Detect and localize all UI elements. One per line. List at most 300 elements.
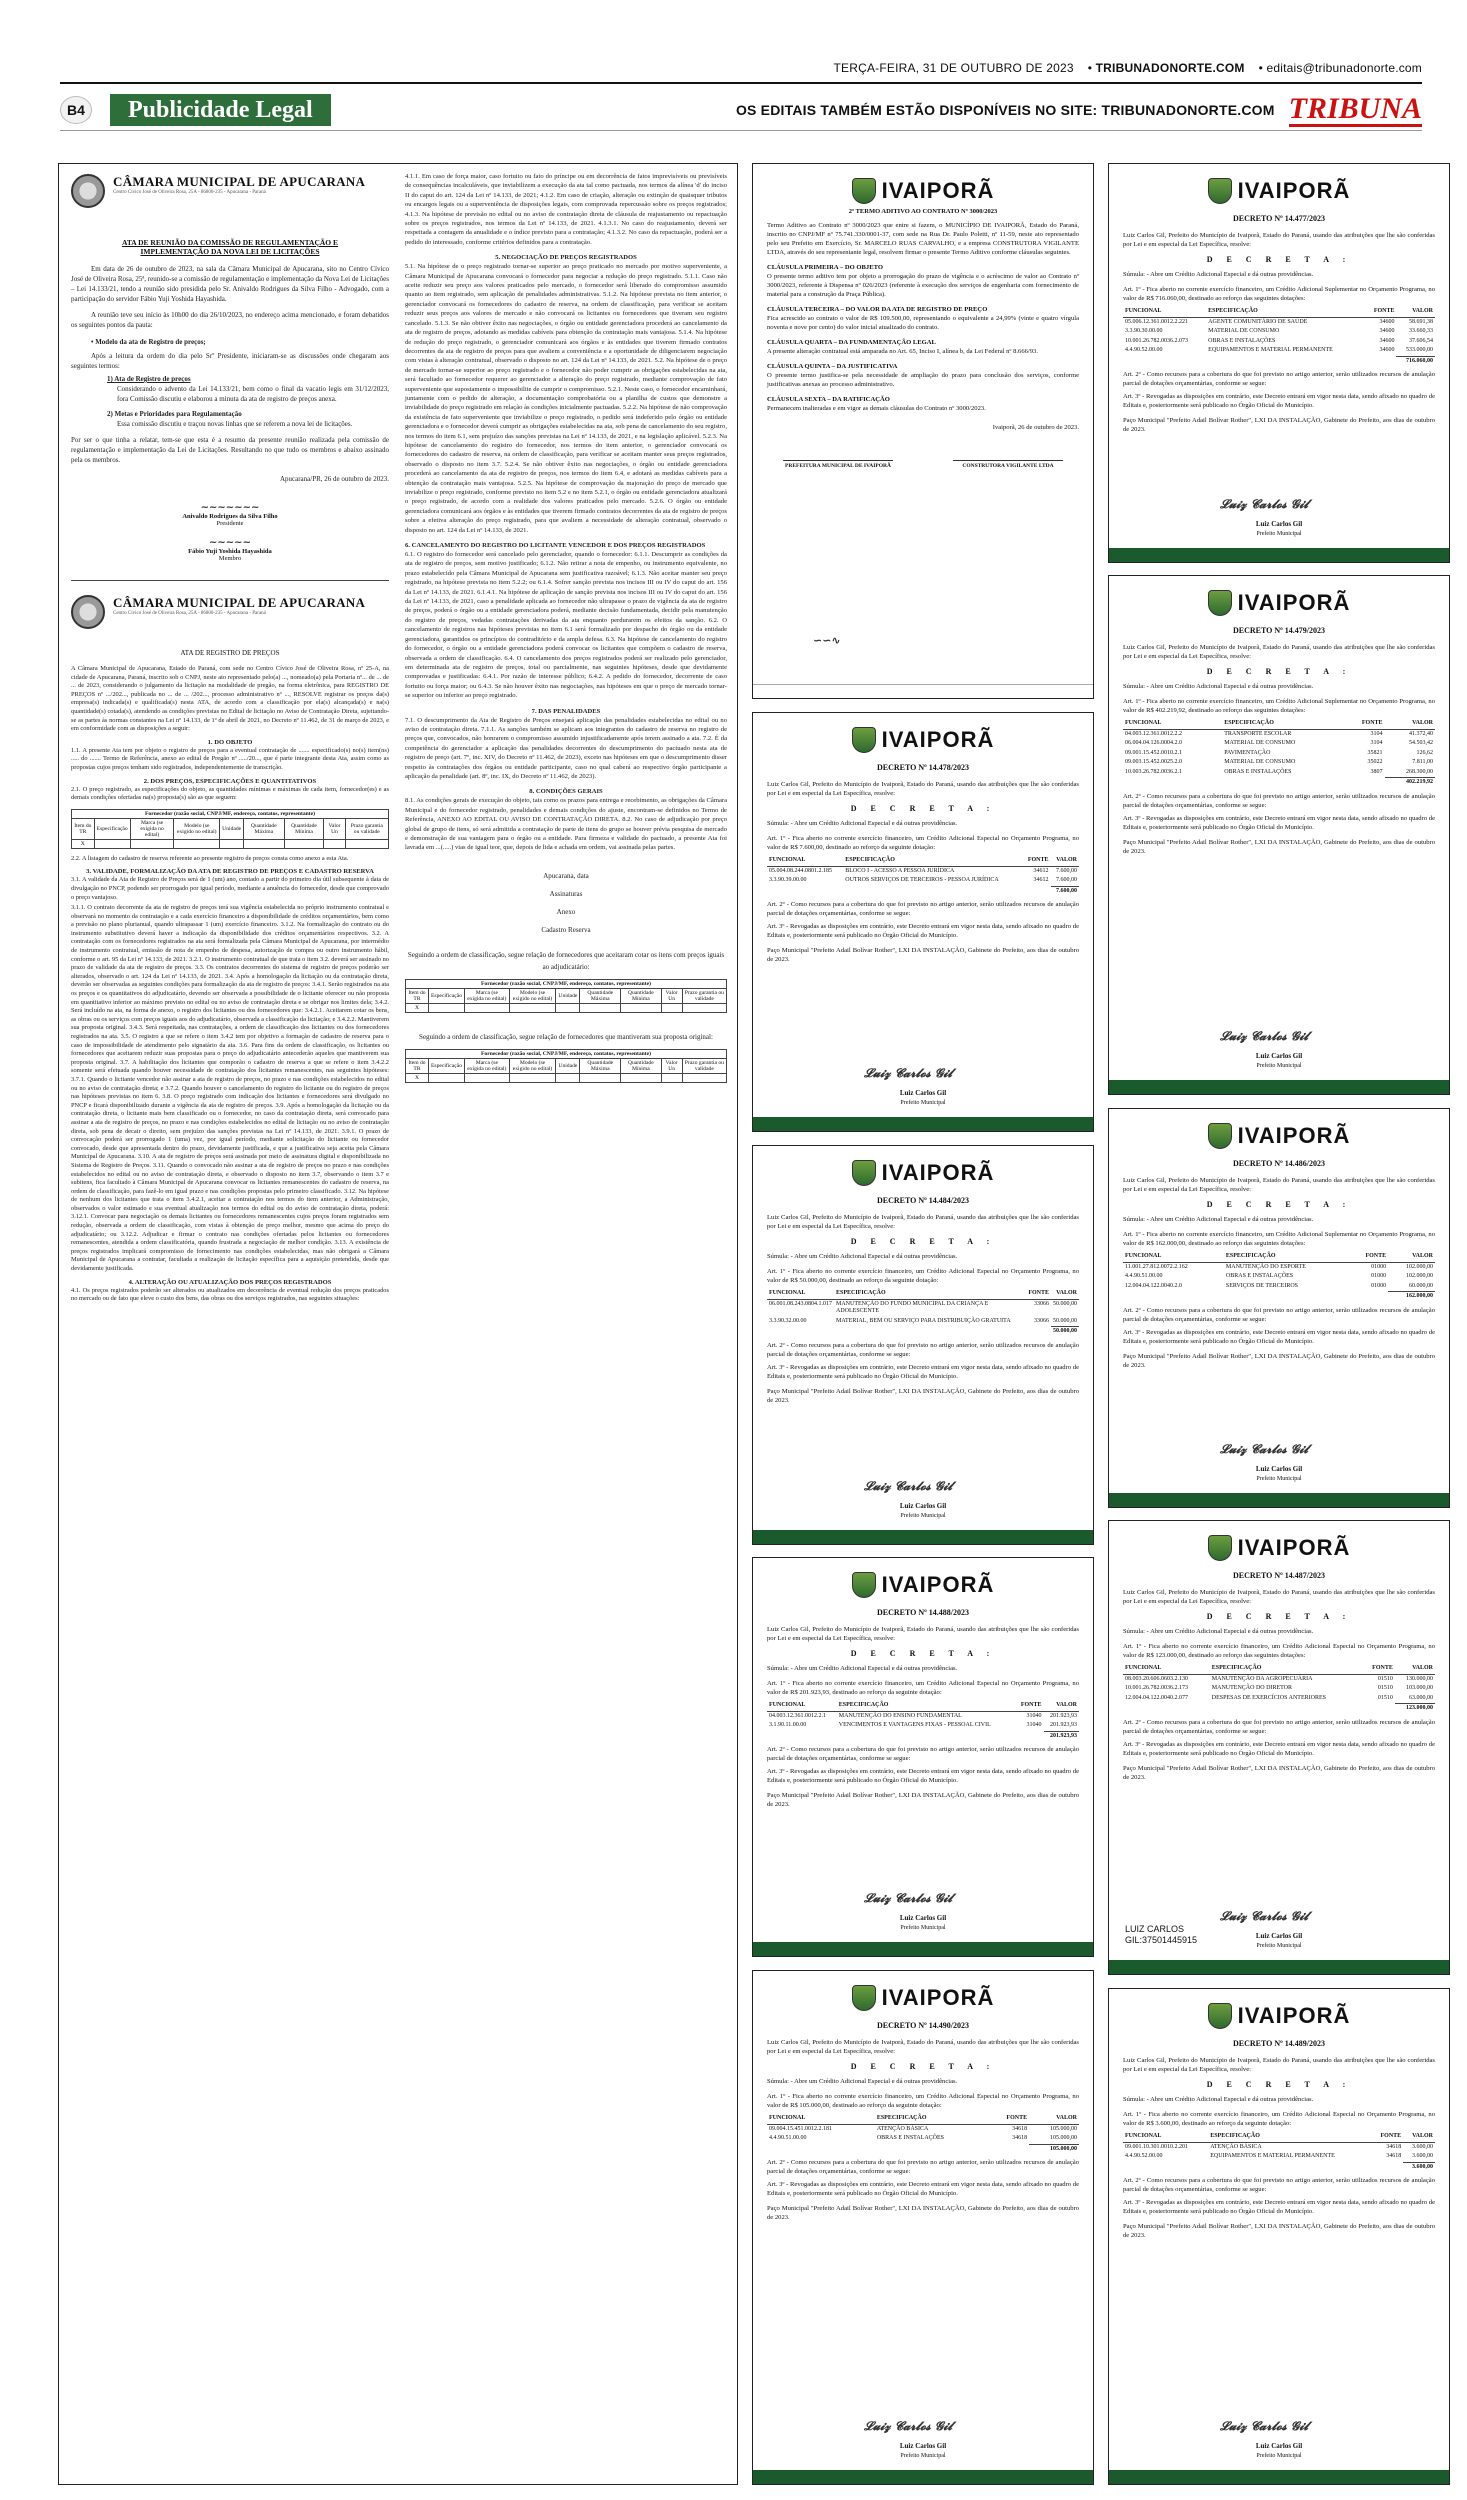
signatory-role: Prefeito Municipal — [900, 2453, 946, 2459]
decreta-label: D E C R E T A : — [1206, 1612, 1352, 1621]
decree-intro: Luiz Carlos Gil, Prefeito do Município de Ivaiporã, Estado do Paraná, usando das atribuições que lhe são conferidas por Lei e em especial da Lei Específica, resolve: — [1123, 2057, 1435, 2073]
decree-title: DECRETO Nº 14.484/2023 — [876, 1196, 970, 1205]
budget-cell: 09.004.15.451.0012.2.181 — [769, 2125, 832, 2132]
budget-cell: 04.003.12.361.0012.2.1 — [769, 1712, 826, 1719]
budget-cell: 34612 — [1033, 877, 1049, 883]
budget-col-header: FUNCIONAL — [767, 2114, 875, 2124]
budget-total: 123.000,00 — [1395, 1704, 1435, 1714]
budget-cell — [767, 1731, 1044, 1741]
budget-cell: 08.003.20.606.0603.2.130 — [1125, 1675, 1188, 1682]
signatory-name: Luiz Carlos Gil — [1255, 1932, 1303, 1940]
decree-paco: Paço Municipal "Prefeito Adail Bolívar Rother", LXI DA INSTALAÇÃO, Gabinete do Prefeito, aos dias de outubro de 2023. — [767, 1792, 1079, 1808]
ivaipora-logo: IVAIPORÃ — [753, 178, 1093, 204]
budget-cell: OUTROS SERVIÇOS DE TERCEIROS - PESSOA JURÍDICA — [845, 877, 999, 883]
budget-cell: ATENÇÃO BÁSICA — [1210, 2143, 1262, 2150]
ivaipora-logo — [1109, 590, 1449, 616]
budget-cell: 268.300,00 — [1406, 768, 1433, 775]
ivaipora-crest-icon — [1208, 590, 1232, 616]
ivaipora-logo — [1109, 1535, 1449, 1561]
budget-total: 105.000,00 — [1029, 2144, 1079, 2154]
budget-col-header: ESPECIFICAÇÃO — [1208, 2132, 1372, 2142]
subitem-1: 1) Ata de Registro de preços — [107, 375, 191, 383]
budget-row — [767, 876, 1079, 886]
budget-col-header: VALOR — [1403, 2132, 1435, 2142]
budget-cell: 7.600,00 — [1056, 867, 1077, 874]
budget-cell: OBRAS E INSTALAÇÕES — [876, 2135, 945, 2141]
decree-paco: Paço Municipal "Prefeito Adail Bolívar Rother", LXI DA INSTALAÇÃO, Gabinete do Prefeito, aos dias de outubro de 2023. — [767, 947, 1079, 963]
budget-table — [767, 1289, 1079, 1337]
aditivo-clause-4-text: A presente alteração contratual está amparada no Art. 65, Inciso I, alínea b, da Lei Federal nº 8.666/93. — [767, 348, 1039, 355]
aditivo-clause-5-text: O presente termo justifica-se pela necessidade de ampliação do prazo para conclusão dos serviços, conforme justificativas anexas ao processo administrativo. — [767, 372, 1079, 388]
decree-art-3: Art. 3º - Revogadas as disposições em contrário, este Decreto entrará em vigor nesta data, sendo afixado no quadro de Editais e, posteriormente será publicado no Órgão Oficial do Município. — [1123, 1740, 1435, 1757]
decree-art-1: Art. 1º - Fica aberto no corrente exercício financeiro, um Crédito Adicional Suplementar no Orçamento Programa, no valor de R$ 162.000,00, destinado ao reforço das seguintes dotações: — [1123, 1231, 1435, 1247]
budget-table — [1123, 2132, 1435, 2172]
ivaipora-wordmark: IVAIPORÃ — [881, 1985, 995, 2010]
handwritten-signature: 𝓛𝓾𝓲𝔃 𝓒𝓪𝓻𝓵𝓸𝓼 𝓖𝓲𝓵 — [1220, 2419, 1309, 2433]
aditivo-clause-1: CLÁUSULA PRIMEIRA – DO OBJETO — [767, 264, 884, 271]
budget-table — [767, 856, 1079, 896]
notice-text: OS EDITAIS TAMBÉM ESTÃO DISPONÍVEIS NO SITE: TRIBUNADONORTE.COM — [735, 102, 1275, 118]
budget-cell: TRANSPORTE ESCOLAR — [1224, 730, 1292, 737]
decree-intro: Luiz Carlos Gil, Prefeito do Município de Ivaiporã, Estado do Paraná, usando das atribuições que lhe são conferidas por Lei e em especial da Lei Específica, resolve: — [1123, 1177, 1435, 1193]
signatory-name: Luiz Carlos Gil — [899, 1914, 947, 1922]
section-3-1: 3.1. A validade da Ata de Registro de Preços será de 1 (um) ano, contado a partir do primeiro dia útil subsequente à data de divulgação no PNCP, podendo ser prorrogado por igual período, mediante a anuência do fornecedor, desde que comprovado o preço vantajoso. — [71, 876, 389, 901]
footer-strip — [753, 2470, 1093, 2484]
budget-row — [767, 866, 1079, 876]
budget-row — [1123, 749, 1435, 759]
aditivo-clause-6-text: Permanecem inalteradas e em vigor as demais cláusulas do Contrato nº 3000/2023. — [767, 405, 986, 412]
budget-col-header: FONTE — [1026, 1289, 1051, 1299]
decree-title: DECRETO Nº 14.477/2023 — [1232, 214, 1326, 223]
budget-total-row — [767, 2144, 1079, 2154]
budget-cell: 533.000,00 — [1406, 347, 1433, 353]
budget-total-row — [1123, 778, 1435, 788]
budget-cell: 35821 — [1367, 749, 1383, 756]
budget-cell: 09.001.10.301.0010.2.201 — [1125, 2143, 1188, 2150]
place-date: Apucarana/PR, 26 de outubro de 2023. — [279, 475, 389, 483]
budget-cell: 01000 — [1371, 1282, 1387, 1289]
camara-name: CÂMARA MUNICIPAL DE APUCARANA — [113, 174, 366, 189]
budget-cell: 4.4.90.51.00.00 — [1125, 1273, 1163, 1279]
budget-col-header: ESPECIFICAÇÃO — [1222, 719, 1344, 729]
signatory-name: Luiz Carlos Gil — [899, 2442, 947, 2450]
budget-cell: 126,62 — [1416, 749, 1433, 756]
budget-total: 3.600,00 — [1403, 2162, 1435, 2172]
subitem-2: 2) Metas e Prioridades para Regulamentação — [107, 410, 242, 418]
decree-card — [752, 1145, 1094, 1545]
decree-art-2: Art. 2º - Como recursos para a cobertura do que foi previsto no artigo anterior, serão utilizados recursos de anulação parcial de dotações orçamentárias, conforme se segue: — [1123, 371, 1435, 387]
para-5: Essa comissão discutiu e traçou novas linhas que se referem a nova lei de licitações. — [117, 420, 353, 428]
para-2: A reunião teve seu início às 10h00 do dia 26/10/2023, no endereço acima mencionado, e foram debatidos os seguintes pontos da pauta: — [71, 311, 389, 329]
budget-cell: 05.004.08.244.0801.2.185 — [769, 867, 832, 874]
apucarana-notice — [58, 163, 738, 2485]
header-rule — [60, 82, 1422, 84]
aditivo-clause-3-text: Fica acrescido ao contrato o valor de R$ 109.500,00, representando o equivalente a 24,99% (vinte e quatro vírgula noventa e nove por cento) do valor inicial atualizado do contrato. — [767, 315, 1079, 331]
budget-cell: 201.923,93 — [1050, 1712, 1077, 1719]
budget-col-header: ESPECIFICAÇÃO — [837, 1701, 1015, 1711]
ivaipora-wordmark: IVAIPORÃ — [881, 1572, 995, 1597]
ivaipora-logo — [753, 727, 1093, 753]
budget-col-header: ESPECIFICAÇÃO — [843, 856, 1022, 866]
budget-cell: 01510 — [1377, 1675, 1393, 1682]
decree-paco: Paço Municipal "Prefeito Adail Bolívar Rother", LXI DA INSTALAÇÃO, Gabinete do Prefeito, aos dias de outubro de 2023. — [767, 1387, 1079, 1404]
budget-cell — [1123, 2162, 1403, 2172]
budget-col-header: VALOR — [1395, 1664, 1435, 1674]
budget-cell: 3807 — [1370, 768, 1383, 775]
ivaipora-wordmark: IVAIPORÃ — [1237, 2003, 1351, 2028]
signatory-name: Luiz Carlos Gil — [899, 1502, 947, 1510]
budget-cell — [1123, 1704, 1395, 1714]
budget-cell: 3104 — [1370, 740, 1383, 746]
handwritten-signature: 𝓛𝓾𝓲𝔃 𝓒𝓪𝓻𝓵𝓸𝓼 𝓖𝓲𝓵 — [864, 1479, 953, 1493]
budget-cell: 10.001.26.782.0036.2.073 — [1125, 337, 1188, 344]
budget-total: 716.060,00 — [1396, 356, 1435, 366]
decree-title: DECRETO Nº 14.486/2023 — [1232, 1159, 1326, 1168]
signatory-role: Prefeito Municipal — [1256, 2453, 1302, 2459]
aditivo-handwritten-signature: ∽∽∿ — [813, 634, 841, 647]
ivaipora-crest-icon — [852, 178, 876, 204]
section-6: 6. CANCELAMENTO DO REGISTRO DO LICITANTE VENCEDOR E DOS PREÇOS REGISTRADOS — [405, 542, 706, 550]
budget-cell: 50.000,00 — [1053, 1300, 1077, 1307]
decree-art-2: Art. 2º - Como recursos para a cobertura do que foi previsto no artigo anterior, serão utilizados recursos de anulação parcial de dotações orçamentárias, conforme se segue: — [767, 1746, 1079, 1762]
decree-art-1: Art. 1º - Fica aberto no corrente exercício financeiro, um Crédito Adicional Suplementar no Orçamento Programa, no valor de R$ 402.219,92, destinado ao reforço das seguintes dotações: — [1123, 698, 1435, 714]
section-4-body: 4.1.1. Em caso de força maior, caso fortuito ou fato do príncipe ou em decorrência de fatos imprevisíveis ou previsíveis de consequências incalculáveis, que inviabilizem a execução da ata tal como pactuada, nos termos da alínea 'd' do inciso II do caput do art. 124 da Lei nº 14.133, de 2021; 4.1.2. Em caso de criação, alteração ou extinção de quaisquer tributos ou encargos legais ou a superveniência de disposições legais, com comprovada repercussão sobre os preços registrados; 4.1.3. Na hipótese de previsão no edital ou no aviso de contratação direta de cláusula de reajustamento ou repactuação sobre os preços registrados, nos termos da Lei nº 14.133, de 2021. 4.1.3.1. No caso do reajustamento, deverá ser respeitada a contagem da anualidade e o índice previsto para a contratação; 4.1.3.2. No caso da repactuação, poderá ser a pedido do interessado, conforme critérios definidos para a contratação. — [405, 173, 727, 246]
budget-col-header: FUNCIONAL — [1123, 307, 1206, 317]
email-link[interactable]: • editais@tribunadonorte.com — [1258, 61, 1422, 75]
section-7: 7. DAS PENALIDADES — [531, 707, 601, 715]
budget-total-row — [1123, 1704, 1435, 1714]
budget-cell: 50.000,00 — [1053, 1317, 1077, 1324]
budget-col-header: ESPECIFICAÇÃO — [1224, 1252, 1351, 1262]
budget-cell: DESPESAS DE EXERCÍCIOS ANTERIORES — [1211, 1694, 1326, 1701]
decree-art-3: Art. 3º - Revogadas as disposições em contrário, este Decreto entrará em vigor nesta data, sendo afixado no quadro de Editais e, posteriormente será publicado no Órgão Oficial do Município. — [1123, 814, 1435, 831]
signatory-role: Prefeito Municipal — [1256, 1943, 1302, 1949]
decree-art-1: Art. 1º - Fica aberto no corrente exercício financeiro, um Crédito Adicional Especial no Orçamento Programa, no valor de R$ 123.000,00, destinado ao reforço das seguintes dotações: — [1123, 1643, 1435, 1659]
ivaipora-crest-icon — [852, 727, 876, 753]
decree-card — [1108, 163, 1450, 563]
budget-cell: 54.503,42 — [1409, 740, 1433, 746]
budget-total: 201.923,93 — [1044, 1731, 1080, 1741]
budget-cell: MANUTENÇÃO DO FUNDO MUNICIPAL DA CRIANÇA E ADOLESCENTE — [836, 1300, 989, 1314]
budget-cell: 7.811,00 — [1412, 759, 1433, 765]
page-number: B4 — [60, 96, 92, 124]
budget-cell: 103.000,00 — [1406, 1685, 1433, 1691]
signatory-role: Prefeito Municipal — [900, 1100, 946, 1106]
decreta-label: D E C R E T A : — [1206, 667, 1352, 676]
budget-cell: 33066 — [1034, 1300, 1049, 1307]
budget-cell: 34600 — [1379, 347, 1395, 353]
budget-cell: BLOCO I - ACESSO A PESSOA JURÍDICA — [845, 867, 955, 874]
section-1: 1. DO OBJETO — [207, 738, 253, 746]
aditivo-title: 2º TERMO ADITIVO AO CONTRATO Nº 3000/2023 — [848, 208, 998, 215]
budget-cell: 31040 — [1026, 1712, 1042, 1719]
budget-cell: 3.600,00 — [1412, 2143, 1433, 2150]
budget-cell: 10.003.26.782.0036.2.1 — [1125, 768, 1182, 775]
budget-cell: 102.000,00 — [1406, 1273, 1433, 1279]
decree-intro: Luiz Carlos Gil, Prefeito do Município de Ivaiporã, Estado do Paraná, usando das atribuições que lhe são conferidas por Lei e em especial da Lei Específica, resolve: — [767, 781, 1079, 797]
decree-title: DECRETO Nº 14.478/2023 — [876, 763, 970, 772]
budget-cell: 201.923,93 — [1050, 1722, 1077, 1728]
budget-cell: 34618 — [1012, 2125, 1028, 2132]
decree-sumula: Súmula: - Abre um Crédito Adicional Especial e dá outras providências. — [1123, 683, 1314, 690]
budget-row — [1123, 1684, 1435, 1694]
budget-col-header: VALOR — [1385, 719, 1435, 729]
decree-sumula: Súmula: - Abre um Crédito Adicional Especial e dá outras providências. — [1123, 2096, 1314, 2103]
aditivo-clause-4: CLÁUSULA QUARTA – DA FUNDAMENTAÇÃO LEGAL — [767, 339, 936, 346]
budget-cell: 4.4.90.52.00.00 — [1125, 2153, 1163, 2159]
budget-cell: 3.3.90.32.00.00 — [769, 1317, 807, 1324]
decreta-label: D E C R E T A : — [850, 2062, 996, 2071]
decree-card — [752, 1970, 1094, 2485]
decree-art-3: Art. 3º - Revogadas as disposições em contrário, este Decreto entrará em vigor nesta data, sendo afixado no quadro de Editais e, posteriormente será publicado no Órgão Oficial do Município. — [767, 1363, 1079, 1380]
budget-col-header: FONTE — [1372, 2132, 1403, 2142]
decree-art-2: Art. 2º - Como recursos para a cobertura do que foi previsto no artigo anterior, serão utilizados recursos de anulação parcial de dotações orçamentárias, conforme se segue: — [767, 2159, 1079, 2175]
para-4: Considerando o advento da Lei 14.133/21, bem como o final da vacatio legis em 31/12/2023, fora Comissão discutiu e elaborou a minuta da ata de registro de preços anexa. — [117, 385, 389, 403]
budget-row — [1123, 758, 1435, 768]
handwritten-signature: 𝓛𝓾𝓲𝔃 𝓒𝓪𝓻𝓵𝓸𝓼 𝓖𝓲𝓵 — [864, 1066, 953, 1080]
ivaipora-crest-icon — [852, 1572, 876, 1598]
budget-cell: MATERIAL, BEM OU SERVIÇO PARA DISTRIBUIÇÃO GRATUITA — [836, 1317, 1011, 1324]
budget-col-header: FONTE — [1351, 1252, 1388, 1262]
section-8: 8. CONDIÇÕES GERAIS — [529, 788, 603, 796]
decree-art-3: Art. 3º - Revogadas as disposições em contrário, este Decreto entrará em vigor nesta data, sendo afixado no quadro de Editais e, posteriormente será publicado no Órgão Oficial do Município. — [1123, 2199, 1435, 2215]
ivaipora-logo — [753, 1572, 1093, 1598]
budget-cell: MATERIAL DE CONSUMO — [1224, 740, 1296, 746]
budget-col-header: FONTE — [989, 2114, 1029, 2124]
budget-row — [767, 1299, 1079, 1317]
budget-row — [1123, 2142, 1435, 2152]
ivaipora-logo — [1109, 178, 1449, 204]
camara-letterhead-1 — [71, 174, 389, 208]
camara-seal-icon — [71, 595, 105, 629]
decree-paco: Paço Municipal "Prefeito Adail Bolívar Rother", LXI DA INSTALAÇÃO, Gabinete do Prefeito, aos dias de outubro de 2023. — [767, 2205, 1079, 2221]
budget-total: 50.000,00 — [1051, 1327, 1079, 1337]
decree-art-2: Art. 2º - Como recursos para a cobertura do que foi previsto no artigo anterior, serão utilizados recursos de anulação parcial de dotações orçamentárias, conforme se segue: — [1123, 792, 1435, 809]
signature-area: Apucarana, data Assinaturas Anexo Cadastro Reserva — [541, 871, 591, 934]
decree-card — [1108, 1108, 1450, 1508]
budget-col-header: FUNCIONAL — [767, 1701, 837, 1711]
price-table: Fornecedor (razão social, CNPJ/MF, endereço, contatos, representante) Item do TR Especificação Marca (se exigida no edital) Modelo (se exigido no edital) Unidade Quantidade Máxima Quantidade Mínima Valor Un Prazo garantia ou validade X — [71, 809, 389, 849]
budget-cell: 31040 — [1026, 1722, 1042, 1728]
section-2-2: 2.2. A listagem do cadastro de reserva referente ao presente registro de preços consta como anexo a esta Ata. — [71, 854, 349, 862]
decree-paco: Paço Municipal "Prefeito Adail Bolívar Rother", LXI DA INSTALAÇÃO, Gabinete do Prefeito, aos dias de outubro de 2023. — [1123, 417, 1435, 433]
budget-cell: EQUIPAMENTOS E MATERIAL PERMANENTE — [1210, 2153, 1335, 2159]
budget-col-header: ESPECIFICAÇÃO — [834, 1289, 1026, 1299]
budget-cell: 58.691,38 — [1409, 318, 1433, 325]
budget-row — [767, 2124, 1079, 2134]
decreta-label: D E C R E T A : — [850, 804, 996, 813]
budget-col-header: FUNCIONAL — [1123, 1252, 1224, 1262]
decree-art-3: Art. 3º - Revogadas as disposições em contrário, este Decreto entrará em vigor nesta data, sendo afixado no quadro de Editais e, posteriormente será publicado no Órgão Oficial do Município. — [767, 1768, 1079, 1784]
aditivo-clause-5: CLÁUSULA QUINTA – DA JUSTIFICATIVA — [767, 363, 898, 370]
aditivo-clause-6: CLÁUSULA SEXTA – DA RATIFICAÇÃO — [767, 396, 890, 403]
budget-cell: 34618 — [1386, 2153, 1402, 2159]
footer-strip — [1109, 1080, 1449, 1094]
budget-total-row — [767, 886, 1079, 896]
budget-row — [767, 1711, 1079, 1721]
budget-row — [1123, 739, 1435, 749]
aditivo-place: Ivaiporã, 26 de outubro de 2023. — [992, 424, 1079, 431]
budget-cell: 34600 — [1379, 337, 1395, 344]
budget-cell: 01510 — [1377, 1685, 1393, 1691]
footer-strip — [753, 1942, 1093, 1956]
budget-col-header: FONTE — [1015, 1701, 1043, 1711]
ivaipora-wordmark: IVAIPORÃ — [881, 1160, 995, 1185]
site-link[interactable]: • TRIBUNADONORTE.COM — [1087, 61, 1245, 75]
budget-col-header: ESPECIFICAÇÃO — [875, 2114, 990, 2124]
ata-intro: A Câmara Municipal de Apucarana, Estado do Paraná, com sede no Centro Cívico José de Oliveira Rosa, nº 25-A, na cidade de Apucarana, Paraná, inscrito sob o CNPJ, neste ato representado pelo(a) ..., nomeado(a) pela Portaria nº... de ... de ... de 2023, considerando o julgamento da licitação na modalidade de pregão, na forma eletrônica, para REGISTRO DE PREÇOS nº .../202..., publicada no ... de ... /202..., processo administrativo nº ..., RESOLVE registrar os preços da(s) empresa(s) indicada(s) e qualificada(s) nesta ATA, de acordo com a classificação por ela(s) alcançada(s) e na(s) quantidade(s) cotada(s), atendendo as condições previstas no Edital de licitação no Aviso de Contratação Direta, sujeitando-se as partes às normas constantes na Lei nº 14.133, de 1º de abril de 2021, no Decreto nº 11.462, de 31 de março de 2023, e em conformidade com as disposições a seguir: — [71, 665, 389, 733]
decree-intro: Luiz Carlos Gil, Prefeito do Município de Ivaiporã, Estado do Paraná, usando das atribuições que lhe são conferidas por Lei e em especial da Lei Específica, resolve: — [1123, 232, 1435, 248]
signatory-name: Luiz Carlos Gil — [1255, 1465, 1303, 1473]
budget-cell: 01510 — [1377, 1694, 1393, 1701]
ivaipora-wordmark: IVAIPORÃ — [881, 727, 995, 752]
budget-col-header: VALOR — [1396, 307, 1435, 317]
decree-card — [1108, 1520, 1450, 1975]
handwritten-signature: 𝓛𝓾𝓲𝔃 𝓒𝓪𝓻𝓵𝓸𝓼 𝓖𝓲𝓵 — [864, 2419, 953, 2433]
budget-row — [1123, 317, 1435, 327]
budget-col-header: ESPECIFICAÇÃO — [1206, 307, 1366, 317]
digital-signature: LUIZ CARLOS GIL:37501445915 — [1125, 1924, 1198, 1945]
budget-cell — [767, 886, 1051, 896]
ivaipora-crest-icon — [852, 1160, 876, 1186]
handwritten-signature: 𝓛𝓾𝓲𝔃 𝓒𝓪𝓻𝓵𝓸𝓼 𝓖𝓲𝓵 — [1220, 497, 1309, 511]
budget-row — [1123, 1674, 1435, 1684]
ivaipora-crest-icon — [1208, 1123, 1232, 1149]
budget-total: 162.000,00 — [1388, 1292, 1435, 1302]
budget-col-header: FUNCIONAL — [767, 1289, 834, 1299]
budget-total-row — [767, 1327, 1079, 1337]
budget-row — [1123, 337, 1435, 347]
ivaipora-wordmark: IVAIPORÃ — [1237, 590, 1351, 615]
budget-cell: 3.600,00 — [1412, 2153, 1433, 2159]
decree-art-1: Art. 1º - Fica aberto no corrente exercício financeiro, um Crédito Adicional Especial no Orçamento Programa, no valor de R$ 105.000,00, destinado ao reforço da seguinte dotação: — [767, 2093, 1079, 2109]
budget-cell: MANUTENÇÃO DA AGROPECUÁRIA — [1211, 1675, 1313, 1682]
budget-cell: 09.003.15.452.0025.2.0 — [1125, 759, 1182, 765]
section-title: Publicidade Legal — [110, 94, 331, 126]
footer-strip — [753, 1117, 1093, 1131]
decree-art-2: Art. 2º - Como recursos para a cobertura do que foi previsto no artigo anterior, serão utilizados recursos de anulação parcial de dotações orçamentárias, conforme se segue: — [1123, 2177, 1435, 2193]
budget-cell: 63.000,00 — [1409, 1694, 1433, 1701]
handwritten-signature: 𝓛𝓾𝓲𝔃 𝓒𝓪𝓻𝓵𝓸𝓼 𝓖𝓲𝓵 — [1220, 1029, 1309, 1043]
decree-paco: Paço Municipal "Prefeito Adail Bolívar Rother", LXI DA INSTALAÇÃO, Gabinete do Prefeito, aos dias de outubro de 2023. — [1123, 2223, 1435, 2239]
decree-card — [752, 1557, 1094, 1957]
section-bar — [60, 91, 1422, 125]
decree-title: DECRETO Nº 14.487/2023 — [1232, 1571, 1326, 1580]
reserve-table-2: Fornecedor (razão social, CNPJ/MF, endereço, contatos, representante) Item do TR Especificação Marca (se exigida no edital) Modelo (se exigido no edital) Unidade Quantidade Máxima Quantidade Mínima Valor Un Prazo garantia ou validade X — [405, 1049, 727, 1083]
decree-card — [752, 712, 1094, 1132]
budget-row — [1123, 2152, 1435, 2162]
budget-table — [1123, 719, 1435, 788]
budget-cell: 06.004.04.126.0004.2.0 — [1125, 740, 1182, 746]
signatory-role: Prefeito Municipal — [1256, 1476, 1302, 1482]
budget-cell: 34600 — [1379, 328, 1395, 334]
budget-row — [1123, 1272, 1435, 1282]
section-5-body: 5.1. Na hipótese de o preço registrado tornar-se superior ao preço praticado no mercado por motivo superveniente, a Câmara Municipal de Apucarana convocará o fornecedor para negociar a redução do preço registrado. 5.1.1. Caso não aceite reduzir seu preço aos valores praticados pelo mercado, o fornecedor será liberado do compromisso assumido quanto ao item registrado, sem aplicação de penalidades administrativas. 5.1.2. Na hipótese prevista no item anterior, o gerenciador convocará os fornecedores do cadastro de reserva, na ordem de classificação, para verificar se aceitam reduzir seus preços aos valores de mercado e não convocará os licitantes ou fornecedores que tiveram seu registro cancelado. 5.1.3. Se não obtiver êxito nas negociações, o órgão ou entidade gerenciadora procederá ao cancelamento da ata de registro de preços, adotando as medidas cabíveis para obtenção da contratação mais vantajosa. 5.1.4. Na hipótese de redução do preço registrado, o gerenciador comunicará aos órgãos e às entidades que tiverem firmado contratos decorrentes da ata de registro de preços para que avaliem a conveniência e a oportunidade de diligenciarem negociação com vistas à alteração contratual, observado o disposto no art. 124 da Lei nº 14.133, de 2021. 5.2. Na hipótese de o preço de mercado tornar-se superior ao preço registrado e o fornecedor não poder cumprir as obrigações estabelecidas na ata, será facultado ao fornecedor requerer ao gerenciador a alteração do preço registrado, mediante comprovação de fato superveniente que supostamente o impossibilite de cumprir o compromisso. 5.2.1. Neste caso, o fornecedor encaminhará, juntamente com o pedido de alteração, a documentação comprobatória ou a planilha de custos que demonstre a inviabilidade do preço registrado em relação às condições inicialmente pactuadas. 5.2.2. Na hipótese de não comprovação da existência de fato superveniente que inviabilize o preço registrado, o pedido será indeferido pelo órgão ou entidade gerenciadora e o fornecedor deverá cumprir as obrigações estabelecidas na ata, sob pena de cancelamento do seu registro, nos termos do item 6.1, sem prejuízo das sanções previstas na Lei nº 14.133, de 2021, e na legislação aplicável. 5.2.3. Na hipótese de cancelamento do registro do fornecedor, nos termos do item anterior, o gerenciador convocará os fornecedores do cadastro de reserva, na ordem de classificação, para verificar se aceitam manter seus preços registrados, observado o disposto no item 3.7. 5.2.4. Se não obtiver êxito nas negociações, o órgão ou entidade gerenciadora procederá ao cancelamento da ata de registro de preços, nos termos do item 6.4, e adotará as medidas cabíveis para a obtenção da contratação mais vantajosa. 5.2.5. Na hipótese de comprovação da majoração do preço de mercado que inviabilize o preço registrado, conforme previsto no item 5.2 e no item 5.2.1, o órgão ou entidade gerenciadora atualizará o preço registrado, de acordo com a realidade dos valores praticados pelo mercado. 5.2.6. O órgão ou entidade gerenciadora comunicará aos órgãos e às entidades que tiverem firmado contratos decorrentes da ata de registro de preços sobre a efetiva alteração do preço registrado, para que avaliem a necessidade de alteração contratual, observado o disposto no art. 124 da Lei nº 14.133, de 2021. — [405, 263, 727, 534]
handwritten-signature: 𝓛𝓾𝓲𝔃 𝓒𝓪𝓻𝓵𝓸𝓼 𝓖𝓲𝓵 — [864, 1891, 953, 1905]
budget-row — [767, 1317, 1079, 1327]
ivaipora-logo — [753, 1160, 1093, 1186]
decree-intro: Luiz Carlos Gil, Prefeito do Município de Ivaiporã, Estado do Paraná, usando das atribuições que lhe são conferidas por Lei e em especial da Lei Específica, resolve: — [767, 1626, 1079, 1642]
footer-strip — [1109, 1960, 1449, 1974]
footer-strip — [1109, 1493, 1449, 1507]
budget-col-header: VALOR — [1051, 856, 1079, 866]
decreta-label: D E C R E T A : — [1206, 1200, 1352, 1209]
budget-cell: OBRAS E INSTALAÇÕES — [1208, 337, 1276, 344]
budget-col-header: FONTE — [1363, 1664, 1395, 1674]
budget-col-header: VALOR — [1029, 2114, 1079, 2124]
budget-cell: 12.004.04.122.0040.2.077 — [1125, 1694, 1188, 1701]
budget-cell — [767, 1327, 1051, 1337]
section-8-body: 8.1. As condições gerais de execução do objeto, tais como os prazos para entrega e recebimento, as obrigações da Câmara Municipal e do fornecedor registrado, penalidades e demais condições do ajuste, encontram-se definidos no Termo de Referência, ANEXO AO EDITAL OU AVISO DE CONTRATAÇÃO DIRETA. 8.2. No caso de adjudicação por preço global de grupo de itens, só será admitida a contratação de parte de itens do grupo se houver prévia pesquisa de mercado e demonstração de sua vantagem para o órgão ou a entidade. Para firmeza e validade do pactuado, a presente Ata foi lavrada em ...(.....) vias de igual teor, que, depois de lida e achada em ordem, vai assinada pelas partes. — [405, 797, 727, 852]
signatory-name: Luiz Carlos Gil — [1255, 520, 1303, 528]
decree-art-2: Art. 2º - Como recursos para a cobertura do que foi previsto no artigo anterior, serão utilizados recursos de anulação parcial de dotações orçamentárias, conforme se segue: — [767, 1341, 1079, 1358]
ivaipora-logo — [1109, 2003, 1449, 2029]
decree-art-3: Art. 3º - Revogadas as disposições em contrário, este Decreto entrará em vigor nesta data, sendo afixado no quadro de Editais e, posteriormente será publicado no Órgão Oficial do Município. — [767, 923, 1079, 939]
section-4-1: 4.1. Os preços registrados poderão ser alterados ou atualizados em decorrência de eventual redução dos preços praticados no mercado ou de fato que eleve o custo dos bens, das obras ou dos serviços registrados, nas seguintes situações: — [71, 1286, 389, 1303]
edition-date: TERÇA-FEIRA, 31 DE OUTUBRO DE 2023 — [833, 61, 1074, 75]
budget-row — [767, 1721, 1079, 1731]
camara-address: Centro Cívico José de Oliveira Rosa, 25A - 86800-235 - Apucarana - Paraná — [113, 190, 266, 195]
reserve-table-1: Fornecedor (razão social, CNPJ/MF, endereço, contatos, representante) Item do TR Especificação Marca (se exigida no edital) Modelo (se exigido no edital) Unidade Quantidade Máxima Quantidade Mínima Valor Un Prazo garantia ou validade X — [405, 979, 727, 1013]
decree-sumula: Súmula: - Abre um Crédito Adicional Especial e dá outras providências. — [767, 1253, 958, 1260]
budget-total: 402.219,92 — [1385, 778, 1435, 788]
decree-art-2: Art. 2º - Como recursos para a cobertura do que foi previsto no artigo anterior, serão utilizados recursos de anulação parcial de dotações orçamentárias, conforme se segue: — [767, 901, 1079, 917]
decree-art-1: Art. 1º - Fica aberto no corrente exercício financeiro, um Crédito Adicional Especial no Orçamento Programa, no valor de R$ 3.600,00, destinado ao reforço da seguinte dotação: — [1123, 2111, 1435, 2127]
decree-art-1: Art. 1º - Fica aberto no corrente exercício financeiro, um Crédito Adicional Especial no Orçamento Programa, no valor de R$ 50.000,00, destinado ao reforço da seguinte dotação: — [767, 1268, 1079, 1284]
budget-cell: 33066 — [1034, 1317, 1049, 1324]
budget-cell: 01000 — [1371, 1273, 1387, 1279]
budget-row — [1123, 346, 1435, 356]
decree-paco: Paço Municipal "Prefeito Adail Bolívar Rother", LXI DA INSTALAÇÃO, Gabinete do Prefeito, aos dias de outubro de 2023. — [1123, 1352, 1435, 1369]
decree-art-1: Art. 1º - Fica aberto no corrente exercício financeiro, um Crédito Adicional Especial no Orçamento Programa, no valor de R$ 201.923,93, destinado ao reforço da seguinte dotação: — [767, 1680, 1079, 1696]
decreta-label: D E C R E T A : — [1206, 2080, 1352, 2089]
budget-table — [767, 1701, 1079, 1741]
ivaipora-logo — [753, 1985, 1093, 2011]
camara-letterhead-2: CÂMARA MUNICIPAL DE APUCARANA Centro Cívico José de Oliveira Rosa, 25A - 86800-235 - Apucarana - Paraná — [71, 595, 389, 629]
budget-col-header: VALOR — [1044, 1701, 1080, 1711]
budget-total-row — [1123, 2162, 1435, 2172]
budget-cell: MANUTENÇÃO DO DIRETOR — [1211, 1685, 1293, 1691]
handwritten-signature: 𝓛𝓾𝓲𝔃 𝓒𝓪𝓻𝓵𝓸𝓼 𝓖𝓲𝓵 — [1220, 1909, 1309, 1923]
budget-cell: MATERIAL DE CONSUMO — [1224, 759, 1296, 765]
decree-intro: Luiz Carlos Gil, Prefeito do Município de Ivaiporã, Estado do Paraná, usando das atribuições que lhe são conferidas por Lei e em especial da Lei Específica, resolve: — [1123, 1589, 1435, 1605]
budget-col-header: FONTE — [1022, 856, 1050, 866]
ivaipora-wordmark: IVAIPORÃ — [1237, 1123, 1351, 1148]
ivaipora-wordmark: IVAIPORÃ — [1237, 178, 1351, 203]
budget-cell — [1123, 1292, 1388, 1302]
budget-cell: 4.4.90.52.00.00 — [1125, 347, 1163, 353]
decree-sumula: Súmula: - Abre um Crédito Adicional Especial e dá outras providências. — [767, 820, 958, 827]
budget-cell: 33.660,33 — [1409, 328, 1433, 334]
aditivo-intro: Termo Aditivo ao Contrato nº 3000/2023 que entre si fazem, o MUNICÍPIO DE IVAIPORÃ, Estado do Paraná, inscrito no CNPJ/MF nº 75.741.330/0001-37, com sede na Rua Dr. Paulo Poletti, nº 11-59, neste ato representado pelo seu Prefeito em Exercício, Sr. MARCELO RUAS CARVALHO, e a empresa CONSTRUTORA VIGILANTE LTDA, através do seu representante legal, resolvem firmar o presente Termo Aditivo conforme cláusulas seguintes. — [767, 222, 1079, 256]
budget-cell: 12.004.04.122.0040.2.0 — [1125, 1282, 1182, 1289]
signatory-role: Prefeito Municipal — [900, 1513, 946, 1519]
section-3-body: 3.1.1. O contrato decorrente da ata de registro de preços terá sua vigência estabelecida no próprio instrumento contratual e observará no momento da contratação e a cada exercício financeiro a disponibilidade de créditos orçamentários, bem como a previsão no plano plurianual, quando ultrapassar 1 (um) exercício financeiro. 3.1.2. Na formalização do contrato ou do instrumento substitutivo deverá haver a indicação da disponibilidade dos créditos orçamentários respectivos. 3.2. A contratação com os fornecedores registrados na ata será formalizada pela Câmara Municipal de Apucarana, por intermédio de instrumento contratual, emissão de nota de empenho de despesa, autorização de compra ou outro instrumento hábil, conforme o art. 95 da Lei nº 14.133, de 2021. 3.2.1. O instrumento contratual de que trata o item 3.2. deverá ser assinado no prazo de validade da ata de registro de preços. 3.3. Os contratos decorrentes do sistema de registro de preços poderão ser alterados, observado o art. 124 da Lei nº 14.133, de 2021. 3.4. Após a homologação da licitação ou da contratação direta, deverão ser observadas as seguintes condições para formalização da ata de registro de preços: 3.4.1. Serão registrados na ata os preços e os quantitativos do adjudicatário, devendo ser observada a possibilidade de o licitante oferecer ou não proposta em quantitativo inferior ao máximo previsto no edital ou no aviso de contratação direta e se obrigar nos limites dela; 3.4.2. Será incluído na ata, na forma de anexo, o registro dos licitantes ou dos fornecedores que: 3.4.2.1. Aceitarem cotar os bens, as obras ou os serviços com preços iguais aos do adjudicatário, observada a classificação da licitação; e 3.4.2.2. Mantiverem sua proposta original. 3.4.3. Será respeitada, nas contratações, a ordem de classificação dos licitantes ou dos fornecedores registrados na ata. 3.5. O registro a que se refere o item 3.4.2 tem por objetivo a formação de cadastro de reserva para o caso de impossibilidade de atendimento pelo signatário da ata. 3.6. Para fins da ordem de classificação, os licitantes ou fornecedores que aceitarem reduzir suas propostas para o preço do adjudicatário antecederão aqueles que mantiverem sua proposta original. 3.7. A habilitação dos licitantes que comporão o cadastro de reserva a que se refere o item 3.4.2.2 somente será efetuada quando houver necessidade de contratação dos licitantes remanescentes, nas seguintes hipóteses: 3.7.1. Quando o licitante vencedor não assinar a ata de registro de preços, no prazo e nas condições estabelecidos no edital ou no aviso de contratação direta; e 3.7.2. Quando houver o cancelamento do registro do licitante ou do registro de preços nas hipóteses previstas no item 6. 3.8. O preço registrado com indicação dos licitantes e fornecedores será divulgado no PNCP e ficará disponibilizado durante a vigência da ata de registro de preços. 3.9. Após a homologação da licitação ou da contratação direta, o licitante mais bem classificado ou o fornecedor, no caso da contratação direta, será convocado para assinar a ata de registro de preços, no prazo e nas condições estabelecidos no edital de licitação ou no aviso de contratação direta, sob pena de decair o direito, sem prejuízo das sanções previstas na Lei nº 14.133, de 2021. 3.9.1. O prazo de convocação poderá ser prorrogado 1 (uma) vez, por igual período, mediante solicitação do licitante ou fornecedor convocado, desde que apresentada dentro do prazo, devidamente justificada, e que a justificativa seja aceita pela Câmara Municipal de Apucarana. 3.10. A ata de registro de preços será assinada por meio de assinatura digital e disponibilizada no Sistema de Registro de Preços. 3.11. Quando o convocado não assinar a ata de registro de preços no prazo e nas condições estabelecidos no edital ou no aviso de contratação direta, e observado o disposto no item 3.7, observando o item 3.7 e subitens, fica facultado à Câmara Municipal de Apucarana convocar os licitantes remanescentes do cadastro de reserva, na ordem de classificação, para fazê-lo em igual prazo e nas condições propostas pelo primeiro classificado. 3.12. Na hipótese de nenhum dos licitantes que trata o item 3.4.2.1, aceitar a contratação nos termos do item anterior, a Administração, observados o valor estimado e sua eventual atualização nos termos do edital ou do aviso de contratação direta, poderá: 3.12.1. Convocar para negociação os demais licitantes ou fornecedores remanescentes cujos preços foram registrados sem redução, observada a ordem de classificação, com vistas à obtenção de preço melhor, mesmo que acima do preço do adjudicatário; ou 3.12.2. Adjudicar e firmar o contrato nas condições ofertadas pelos licitantes ou fornecedores remanescentes, atendida a ordem classificatória, quando frustrada a negociação de melhor condição. 3.13. A existência de preços registrados implicará compromisso de fornecimento nas condições estabelecidas, mas não obrigará a Câmara Municipal de Apucarana a contratar, facultada a realização de licitação específica para a aquisição pretendida, desde que devidamente justificada. — [71, 904, 389, 1273]
decree-card — [1108, 1988, 1450, 2485]
budget-cell — [1123, 778, 1385, 788]
decree-title: DECRETO Nº 14.490/2023 — [876, 2021, 970, 2030]
decreta-label: D E C R E T A : — [850, 1237, 996, 1246]
budget-row — [1123, 1282, 1435, 1292]
decree-art-3: Art. 3º - Revogadas as disposições em contrário, este Decreto entrará em vigor nesta data, sendo afixado no quadro de Editais e, posteriormente será publicado no Órgão Oficial do Município. — [1123, 393, 1435, 409]
section-2-text: 2.1. O preço registrado, as especificações do objeto, as quantidades mínimas e máximas de cada item, fornecedor(es) e as demais condições ofertadas na(s) proposta(s) são as que seguem: — [71, 785, 389, 802]
camara-seal-icon — [71, 174, 105, 208]
budget-row — [1123, 1262, 1435, 1272]
decree-title: DECRETO Nº 14.488/2023 — [876, 1608, 970, 1617]
decree-sumula: Súmula: - Abre um Crédito Adicional Especial e dá outras providências. — [1123, 1216, 1314, 1223]
para-3: Após a leitura da ordem do dia pelo Srº Presidente, iniciaram-se as discussões onde chegaram aos seguintes termos: — [71, 352, 389, 370]
budget-row — [1123, 1694, 1435, 1704]
